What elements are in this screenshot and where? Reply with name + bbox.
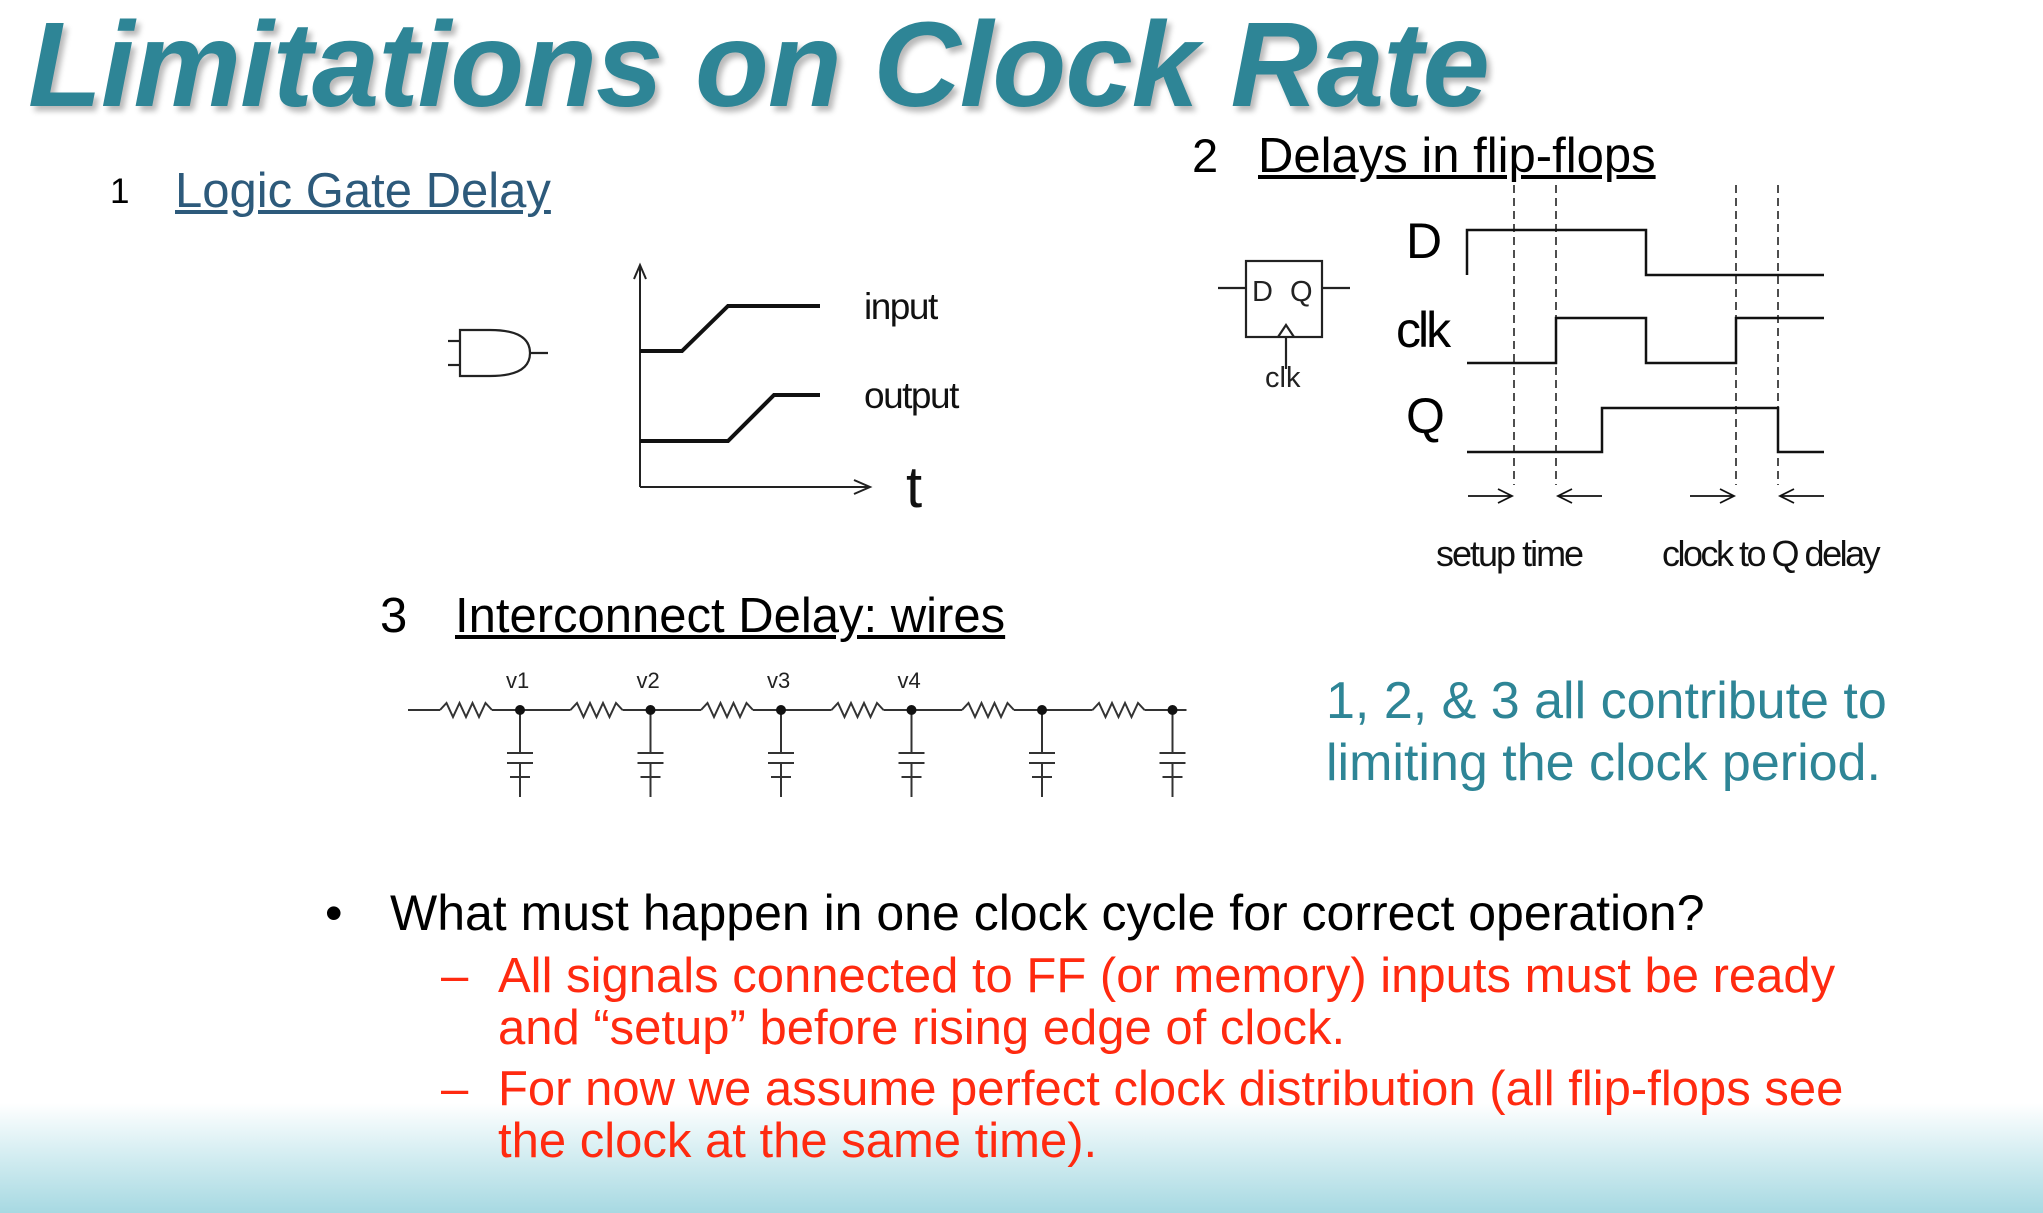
sub-bullet-1-line-2: and “setup” before rising edge of clock. [498, 1001, 1346, 1055]
output-label: output [864, 375, 958, 416]
resistor-icon [440, 703, 492, 717]
wire-node-label: v2 [636, 668, 660, 693]
wire-node-dot [515, 705, 525, 715]
section-2-link[interactable]: Delays in flip-flops [1258, 129, 1656, 183]
setup-time-label: setup time [1436, 533, 1583, 574]
input-waveform [640, 306, 820, 351]
section-1-link[interactable]: Logic Gate Delay [175, 164, 551, 218]
sub-bullet-1-dash: – [441, 949, 469, 1003]
d-waveform [1467, 230, 1824, 275]
wire-node-dot [646, 705, 656, 715]
timing-q-label: Q [1406, 388, 1445, 444]
summary-note-line-2: limiting the clock period. [1326, 734, 1881, 792]
sub-bullet-2-line-2: the clock at the same time). [498, 1114, 1098, 1168]
flip-flop-diagram [1210, 245, 1370, 405]
timing-diagram [1380, 180, 1920, 590]
waveform-axes [634, 265, 870, 494]
clock-edge-icon [1278, 325, 1294, 337]
wire-node-dot [907, 705, 917, 715]
timing-d-label: D [1406, 213, 1443, 269]
wire-node-label: v1 [506, 668, 530, 693]
q-waveform [1467, 408, 1824, 452]
input-label: input [864, 286, 937, 327]
flip-flop-d-pin: D [1252, 276, 1273, 308]
clock-to-q-label: clock to Q delay [1662, 533, 1879, 574]
wire-node-label: v4 [897, 668, 921, 693]
resistor-icon [701, 703, 753, 717]
flip-flop-q-pin: Q [1290, 276, 1313, 308]
section-3-number: 3 [380, 589, 408, 643]
section-2-number: 2 [1192, 129, 1219, 182]
main-bullet-text: What must happen in one clock cycle for correct operation? [390, 885, 1705, 941]
and-gate-icon [448, 330, 548, 376]
setup-time-arrows [1468, 489, 1602, 503]
clock-to-q-arrows [1690, 489, 1824, 503]
summary-note [1326, 670, 1887, 794]
rc-wire-diagram [400, 660, 1220, 810]
output-waveform [640, 395, 820, 441]
resistor-icon [1093, 703, 1145, 717]
summary-note-line-1: 1, 2, & 3 all contribute to [1326, 672, 1887, 730]
section-3-link[interactable]: Interconnect Delay: wires [455, 589, 1006, 643]
resistor-icon [962, 703, 1014, 717]
flip-flop-clk-pin: clk [1265, 362, 1301, 394]
slide-title: Limitations on Clock Rate [28, 0, 1489, 132]
time-axis-label: t [906, 455, 923, 515]
wire-node-dot [776, 705, 786, 715]
wire-node-dot [1168, 705, 1178, 715]
sub-bullet-1-line-1: All signals connected to FF (or memory) inputs must be ready [498, 949, 1836, 1003]
main-bullet-marker: • [325, 885, 343, 941]
resistor-icon [571, 703, 623, 717]
wire-node-label: v3 [767, 668, 791, 693]
section-1-number: 1 [110, 172, 130, 211]
sub-bullet-2-line-1: For now we assume perfect clock distribution (all flip-flops see [498, 1062, 1844, 1116]
wire-node-dot [1037, 705, 1047, 715]
logic-gate-delay-diagram [430, 255, 990, 515]
sub-bullet-2-dash: – [441, 1062, 469, 1116]
timing-clk-label: clk [1396, 302, 1449, 358]
clk-waveform [1467, 318, 1824, 363]
resistor-icon [832, 703, 884, 717]
